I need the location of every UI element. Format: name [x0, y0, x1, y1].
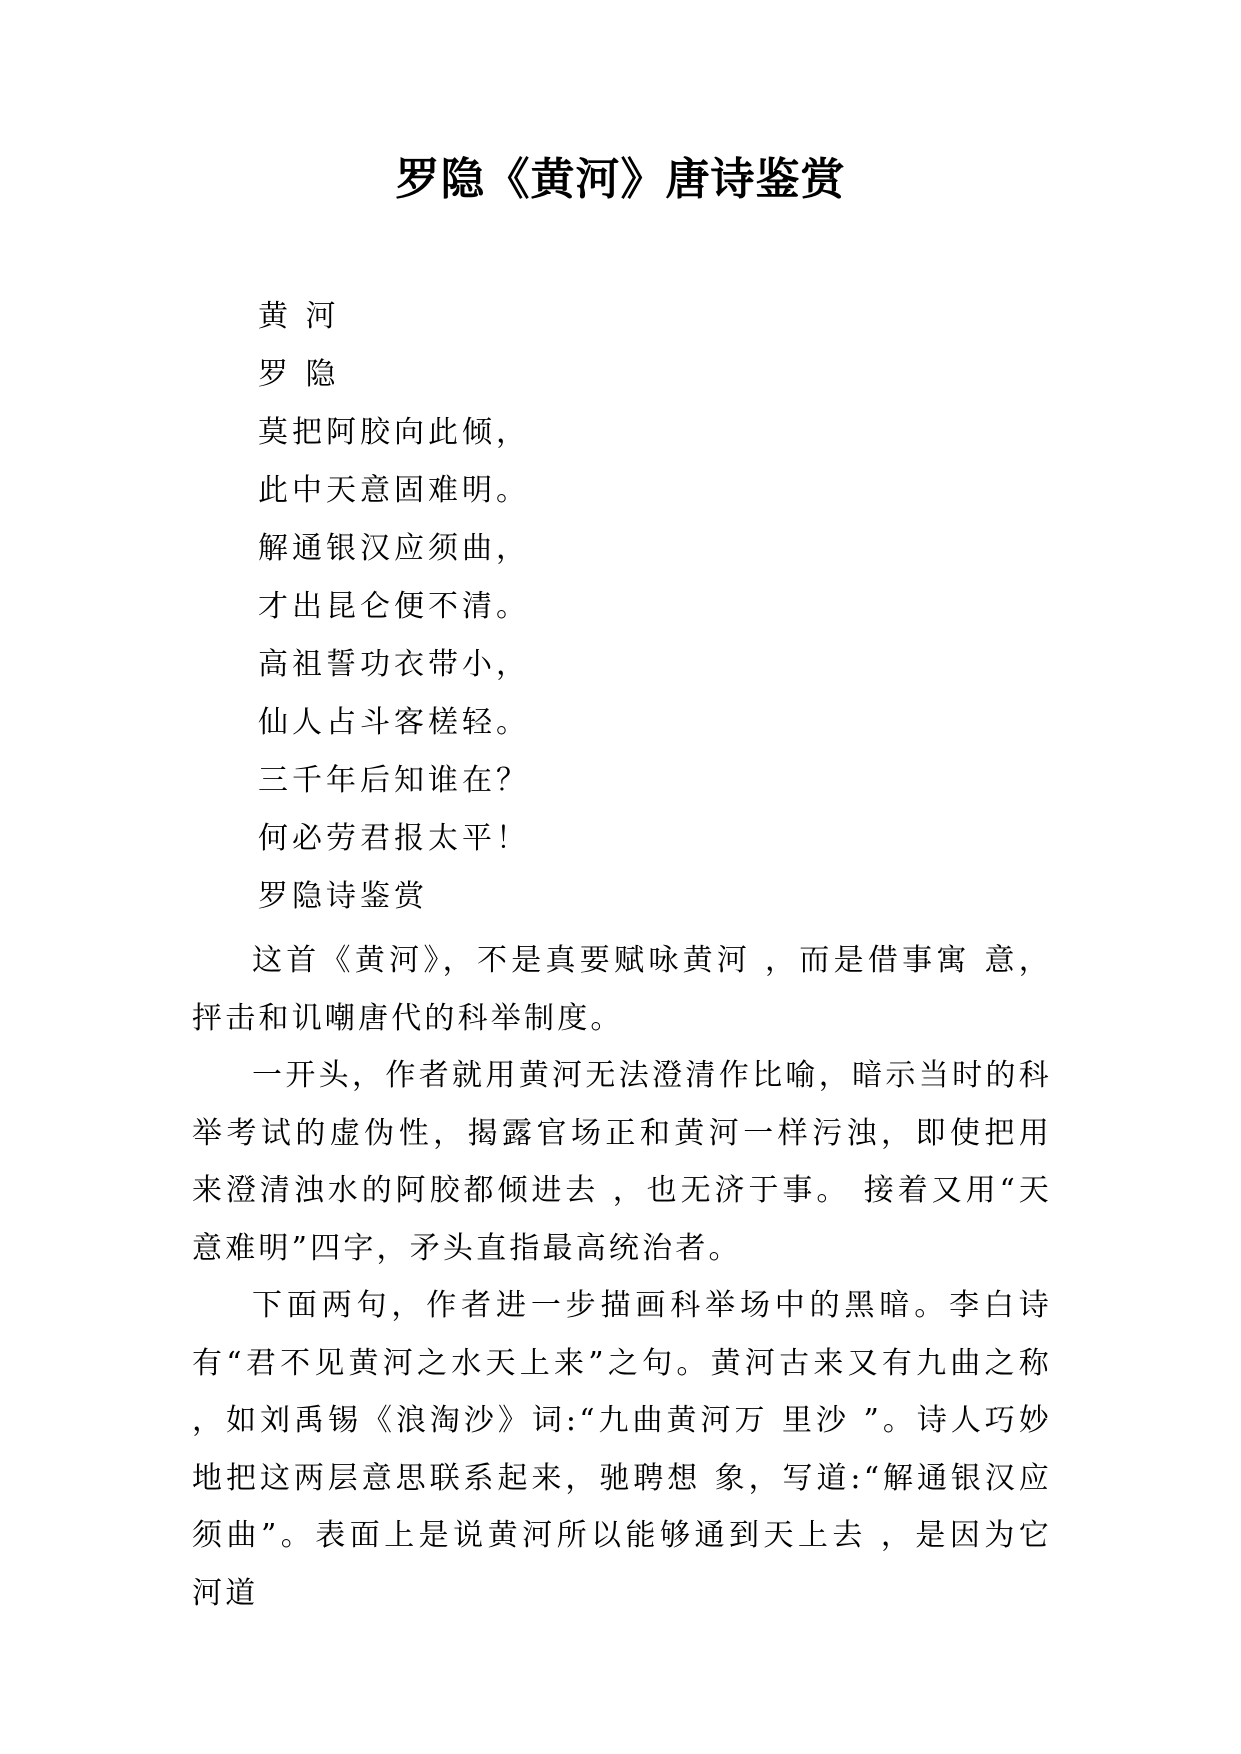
- poem-author: 罗 隐: [258, 357, 340, 392]
- commentary-paragraph: 一开头，作者就用黄河无法澄清作比喻，暗示当时的科举考试的虚伪性，揭露官场正和黄河一样污浊，即使把用来澄清浊水的阿胶都倾进去 ，也无济于事。 接着又用“天意难明”四字，矛头直指最高统治者。: [192, 1058, 1052, 1266]
- document-title: 罗隐《黄河》唐诗鉴赏: [395, 154, 846, 205]
- poem-line: 三千年后知谁在？: [258, 763, 530, 798]
- poem-line: 何必劳君报太平！: [258, 821, 530, 856]
- section-heading: 罗隐诗鉴赏: [258, 879, 428, 914]
- poem-line: 此中天意固难明。: [258, 473, 530, 508]
- poem-title: 黄 河: [258, 299, 340, 334]
- commentary-body: [192, 932, 1052, 1622]
- poem-block: [258, 288, 530, 926]
- poem-line: 莫把阿胶向此倾，: [258, 415, 530, 450]
- poem-line: 仙人占斗客槎轻。: [258, 705, 530, 740]
- poem-line: 才出昆仑便不清。: [258, 589, 530, 624]
- commentary-paragraph: 这首《黄河》，不是真要赋咏黄河 ，而是借事寓 意，抨击和讥嘲唐代的科举制度。: [192, 943, 1052, 1036]
- poem-line: 高祖誓功衣带小，: [258, 647, 530, 682]
- commentary-paragraph: 下面两句，作者进一步描画科举场中的黑暗。李白诗有“君不见黄河之水天上来”之句。黄河古来又有九曲之称 ，如刘禹锡《浪淘沙》词:“九曲黄河万 里沙 ”。诗人巧妙地把这两层意思联系起来，驰聘想 象，写道:“解通银汉应须曲”。表面上是说黄河所以能够通到天上去 ，是因为它河道: [192, 1288, 1052, 1611]
- poem-line: 解通银汉应须曲，: [258, 531, 530, 566]
